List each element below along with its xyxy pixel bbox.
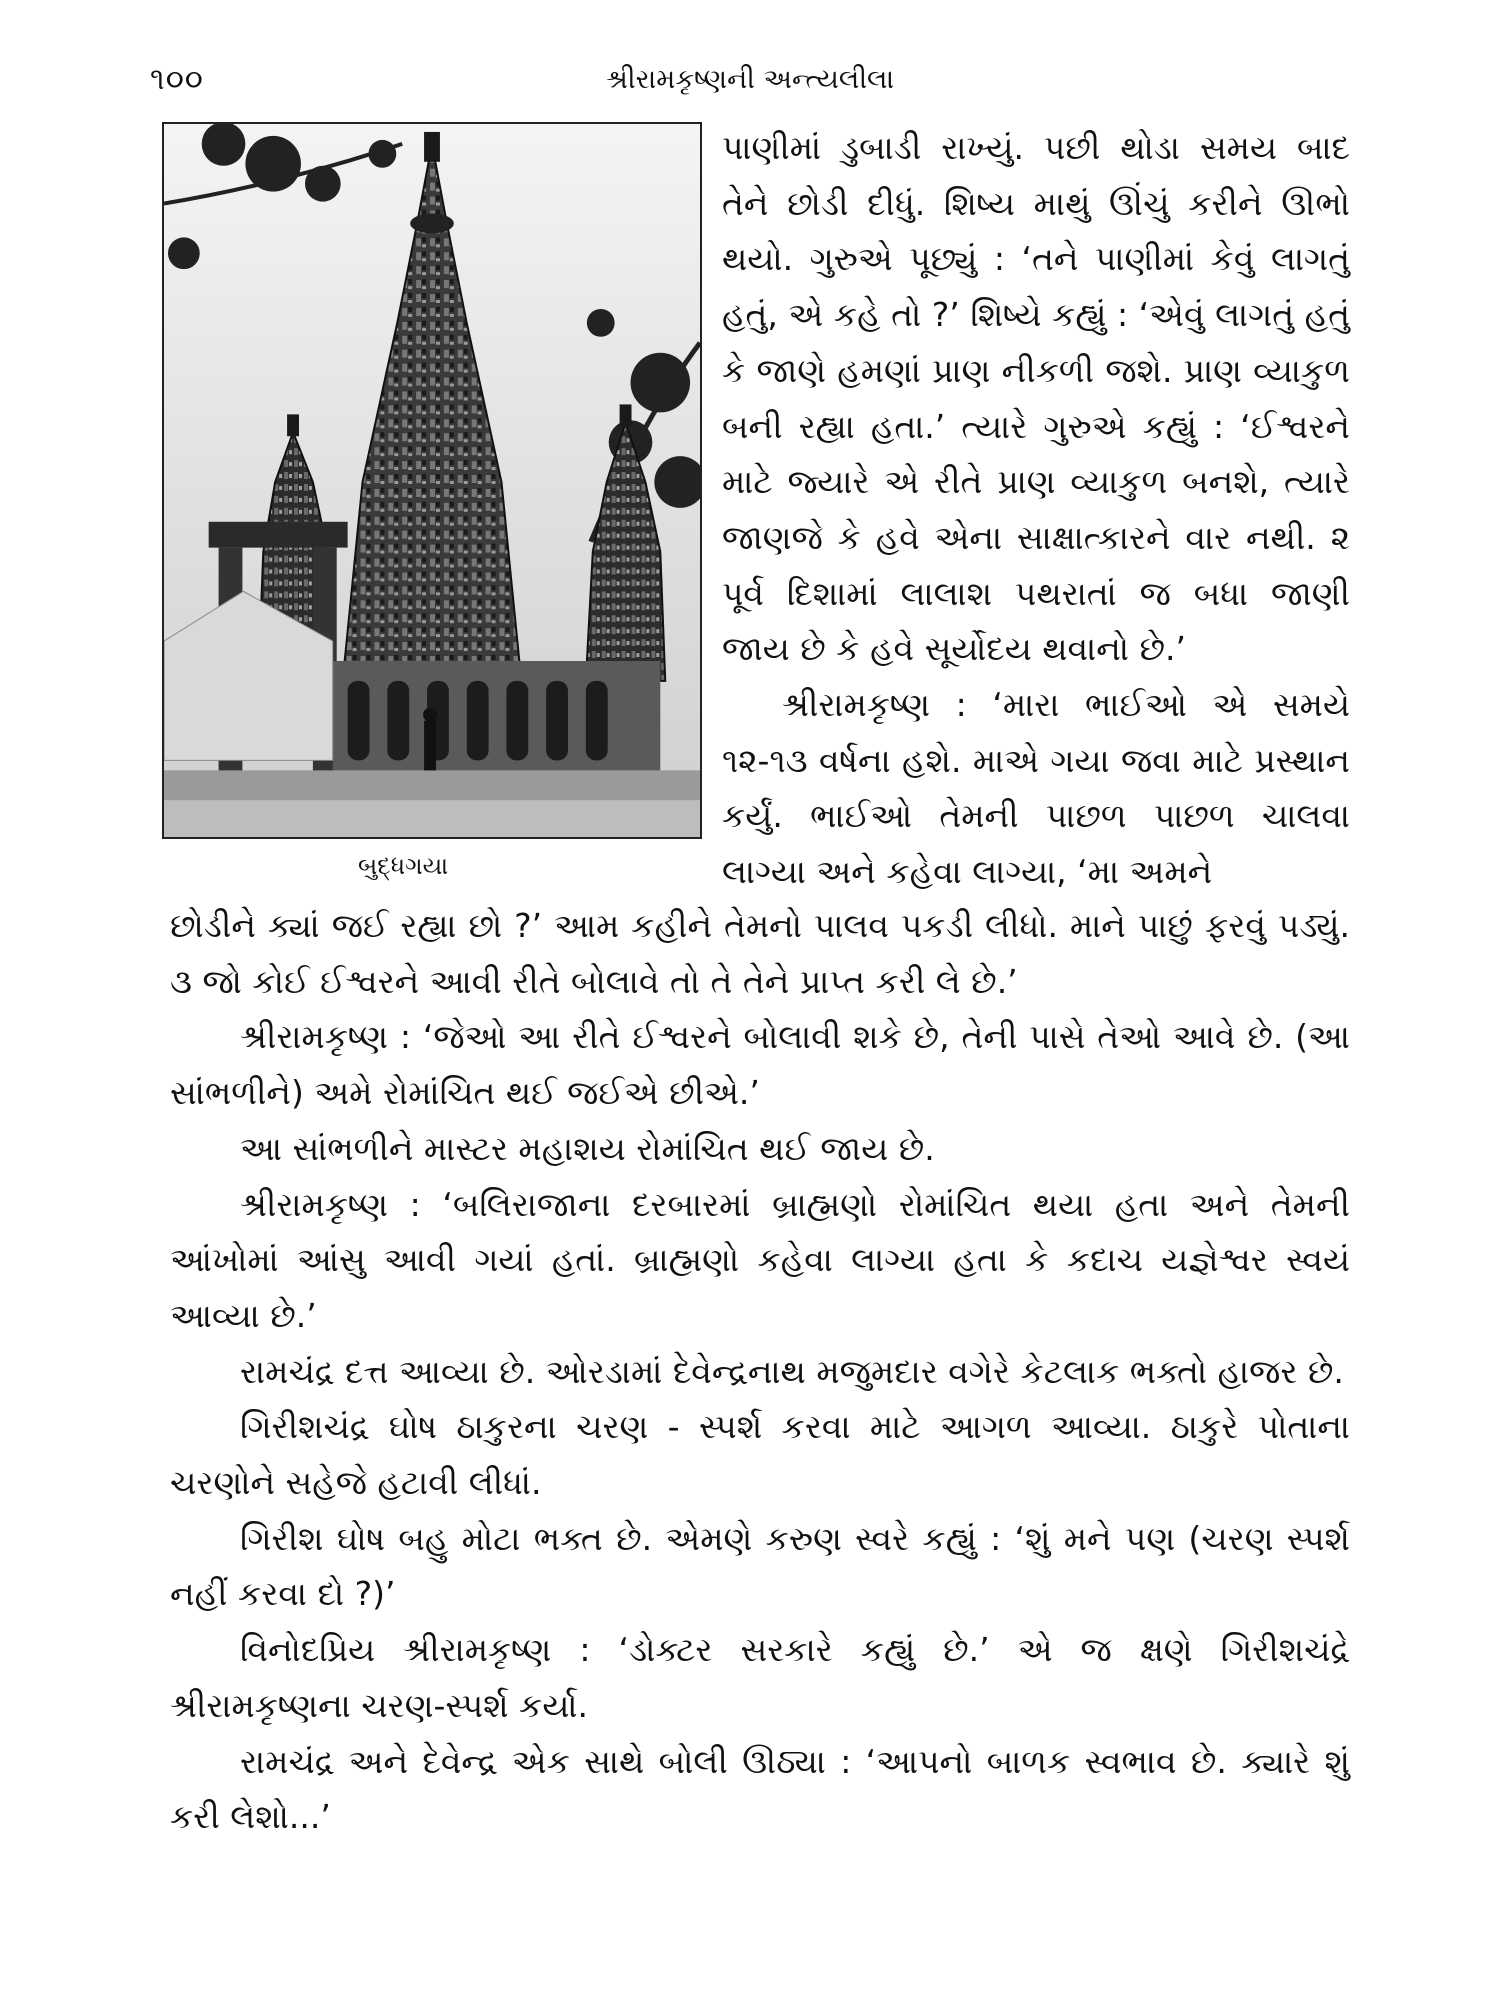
main-text: [170, 898, 1350, 1845]
paragraph: ગિરીશ ઘોષ બહુ મોટા ભક્ત છે. એમણે કરુણ સ્વરે કહ્યું : ‘શું મને પણ (ચરણ સ્પર્શ નહીં કરવા દો ?)’: [170, 1518, 1350, 1614]
paragraph: આ સાંભળીને માસ્ટર મહાશય રોમાંચિત થઈ જાય છે.: [240, 1128, 935, 1168]
paragraph: ગિરીશચંદ્ર ઘોષ ઠાકુરના ચરણ - સ્પર્શ કરવા માટે આગળ આવ્યા. ઠાકુરે પોતાના ચરણોને સહેજે હટાવી લીધાં.: [170, 1407, 1350, 1503]
paragraph: શ્રીરામકૃષ્ણ : ‘બલિરાજાના દરબારમાં બ્રાહ્મણો રોમાંચિત થયા હતા અને તેમની આંખોમાં આંસુ આવી ગયાં હતાં. બ્રાહ્મણો કહેવા લાગ્યા હતા કે કદાચ યજ્ઞેશ્વર સ્વયં આવ્યા છે.’: [170, 1184, 1350, 1335]
paragraph: શ્રીરામકૃષ્ણ : ‘મારા ભાઈઓ એ સમયે ૧૨-૧૩ વર્ષના હશે. માએ ગયા જવા માટે પ્રસ્થાન કર્યું. ભાઈઓ તેમની પાછળ પાછળ ચાલવા લાગ્યા અને કહેવા લાગ્યા, ‘મા અમને: [722, 685, 1350, 892]
paragraph: રામચંદ્ર અને દેવેન્દ્ર એક સાથે બોલી ઊઠ્યા : ‘આપનો બાળક સ્વભાવ છે. ક્યારે શું કરી લેશો...’: [170, 1741, 1350, 1837]
paragraph: શ્રીરામકૃષ્ણ : ‘જેઓ આ રીતે ઈશ્વરને બોલાવી શકે છે, તેની પાસે તેઓ આવે છે. (આ સાંભળીને) અમે રોમાંચિત થઈ જઈએ છીએ.’: [170, 1017, 1350, 1113]
paragraph: છોડીને ક્યાં જઈ રહ્યા છો ?’ આમ કહીને તેમનો પાલવ પકડી લીધો. માને પાછું ફરવું પડ્યું. ૩ જો કોઈ ઈશ્વરને આવી રીતે બોલાવે તો તે તેને પ્રાપ્ત કરી લે છે.’: [170, 906, 1350, 1001]
page-number: ૧૦૦: [150, 62, 204, 97]
page-header: [150, 52, 1350, 108]
wrapped-text-column: [722, 120, 1350, 900]
photo-caption: બુદ્ધગયા: [358, 852, 449, 880]
temple-photo: [162, 122, 702, 839]
paragraph: પાણીમાં ડુબાડી રાખ્યું. પછી થોડા સમય બાદ તેને છોડી દીધું. શિષ્ય માથું ઊંચું કરીને ઊભો થયો. ગુરુએ પૂછ્યું : ‘તને પાણીમાં કેવું લાગતું હતું, એ કહે તો ?’ શિષ્યે કહ્યું : ‘એવું લાગતું હતું કે જાણે હમણાં પ્રાણ નીકળી જશે. પ્રાણ વ્યાકુળ બની રહ્યા હતા.’ ત્યારે ગુરુએ કહ્યું : ‘ઈશ્વરને માટે જ્યારે એ રીતે પ્રાણ વ્યાકુળ બનશે, ત્યારે જાણજે કે હવે એના સાક્ષાત્કારને વાર નથી. ૨ પૂર્વ દિશામાં લાલાશ પથરાતાં જ બધા જાણી જાય છે કે હવે સૂર્યોદય થવાનો છે.’: [722, 128, 1350, 669]
paragraph: રામચંદ્ર દત્ત આવ્યા છે. ઓરડામાં દેવેન્દ્રનાથ મજુમદાર વગેરે કેટલાક ભક્તો હાજર છે.: [240, 1351, 1344, 1391]
running-title: શ્રીરામકૃષ્ણની અન્ત્યલીલા: [605, 64, 895, 95]
paragraph: વિનોદપ્રિય શ્રીરામકૃષ્ણ : ‘ડોક્ટર સરકારે કહ્યું છે.’ એ જ ક્ષણે ગિરીશચંદ્રે શ્રીરામકૃષ્ણના ચરણ-સ્પર્શ કર્યા.: [170, 1630, 1350, 1725]
temple-illustration: [164, 124, 700, 837]
